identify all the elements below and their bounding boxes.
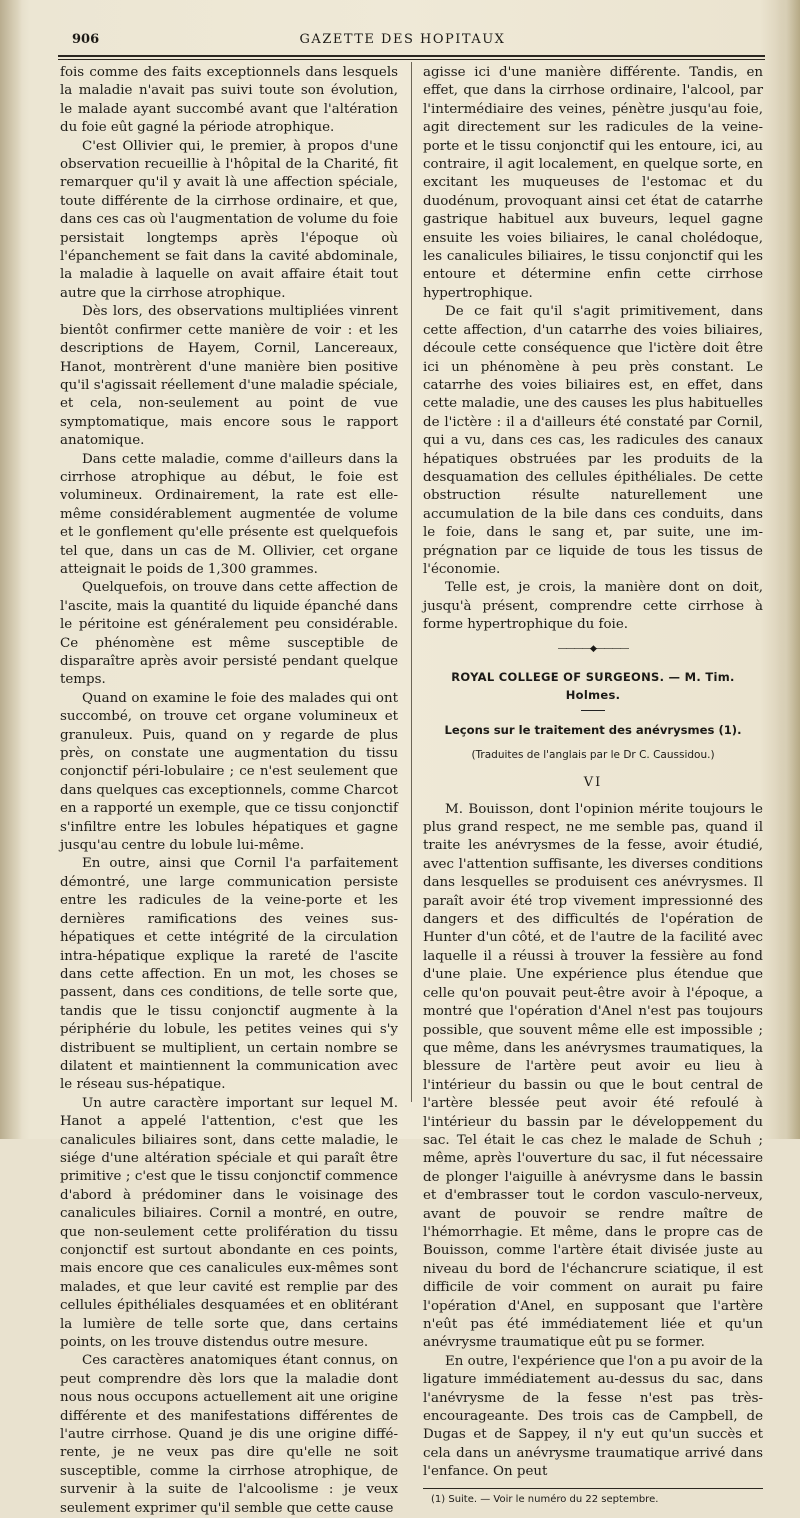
paragraph: Dès lors, des observations multipliées vinrent bientôt confirmer cette manière de voir : et les descriptions de Hayem, Cornil, Lancereaux, Hanot, montrèrent d'une manière bien positive qu'il s'agissait réellement d'une maladie spéciale, et cela, non-seulement au point de vue symptomatique, mais encore sous le rapport anatomique. <box>60 304 398 449</box>
paragraph: M. Bouisson, dont l'opinion mérite toujours le plus grand respect, ne me semble pas, quand il traite les anévrysmes de la fesse, avoir étudié, avec l'attention suffisante, les diverses conditions dans lesquelles se produisent ces anévrysmes. Il paraît avoir été trop vivement impressionné des dangers et des difficultés de l'opération de Hunter d'un côté, et de l'autre de la facilité avec laquelle il a réussi à trouver la fessière au fond d'une plaie. Une expérience plus étendue que celle qu'on pouvait peut-être avoir à l'époque, a montré que l'opération d'Anel n'est pas toujours possible, que souvent même elle est impossible ; que même, dans les anévrysmes traumatiques, la blessure de l'artère peut avoir eu lieu à l'intérieur du bassin ou que le bout central de l'artère blessée peut avoir été refoulé à l'intérieur du bassin par le développement du sac. Tel était le cas chez le malade de Schuh ; même, après l'ouverture du sac, il fut nécessaire de plonger l'aiguille à anévrysme dans le bassin et d'embrasser tout le cordon vasculo-nerveux, avant de pouvoir se rendre maître de l'hémorrhagie. Et même, dans le propre cas de Bouisson, comme l'artère était divisée juste au niveau du bord de l'échancrure sciatique, il est difficile de voir comment on aurait pu faire l'opération d'Anel, en supposant que l'artère n'eût pas été immédiatement liée et qu'un anévrysme traumatique eût pu se former. <box>423 801 763 1351</box>
paragraph: Dans cette maladie, comme d'ailleurs dans la cirrhose atrophique au début, le foie est volumineux. Ordinairement, la rate est elle-même considérablement augmentée de volume et le gonflement qu'elle présente est quelquefois tel que, dans un cas de M. Ollivier, cet organe atteignait le poids de 1,300 grammes. <box>60 451 398 577</box>
translation-note: (Traduites de l'anglais par le Dr C. Caussidou.) <box>471 748 715 761</box>
footnote-rule <box>423 1488 763 1489</box>
column-divider <box>411 62 412 1102</box>
left-column <box>60 64 398 1518</box>
paragraph: fois comme des faits exceptionnels dans lesquels la maladie n'avait pas suivi toute son évolution, le malade ayant succombé avant que l'altération du foie eût gagné la période atrophique. <box>60 65 398 136</box>
paragraph: Ces caractères anatomiques étant connus, on peut comprendre dès lors que la maladie dont nous nous occupons actuellement ait une origine différente et des manifestations différentes de l'autre cirrhose. Quand je dis une origine différente, je ne veux pas dire qu'elle ne soit susceptible, comme la cirrhose atrophique, de survenir à la suite de l'alcoolisme : je veux seulement exprimer qu'il semble que cette cause <box>60 1353 398 1516</box>
section-heading: ROYAL COLLEGE OF SURGEONS. — M. Tim. Holmes. <box>451 669 735 702</box>
page-right-edge-shadow <box>776 0 800 1139</box>
header-rule <box>58 55 765 60</box>
page-header <box>40 30 765 52</box>
paragraph: Quelquefois, on trouve dans cette affection de l'ascite, mais la quantité du liquide épanché dans le péritoine est généralement peu considérable. Ce phénomène est même susceptible de disparaître après avoir persisté pendant quelque temps. <box>60 580 398 688</box>
page-number: 906 <box>72 32 100 47</box>
lecture-title: Leçons sur le traitement des anévrysmes (1). <box>444 723 742 738</box>
ornamental-separator: ――――◆―――― <box>558 643 628 654</box>
page-left-edge-shadow <box>0 0 22 1139</box>
paragraph: En outre, l'expérience que l'on a pu avoir de la ligature immédiatement au-dessus du sac, dans l'anévrysme de la fesse n'est pas très-encourageante. Des trois cas de Campbell, de Dugas et de Sappey, il n'y eut qu'un succès et cela dans un anévrysme traumatique arrivé dans l'enfance. On peut <box>423 1353 763 1480</box>
paragraph: Un autre caractère important sur lequel M. Hanot a appelé l'attention, c'est que les canalicules biliaires sont, dans cette maladie, le siége d'une altération spéciale et qui paraît être primitive ; c'est que le tissu conjonctif commence d'abord à prédominer dans le voisinage des canalicules biliaires. Cornil a montré, en outre, que non-seulement cette prolifération du tissu conjonctif est surtout abondante en ces points, mais encore que ces canalicules eux-mêmes sont malades, et que leur cavité est remplie par des cellules épithéliales desquamées et en oblitérant la lumière de telle sorte que, dans certains points, on les trouve distendus outre mesure. <box>60 1095 398 1351</box>
paragraph: agisse ici d'une manière différente. Tandis, en effet, que dans la cirrhose ordinaire, l'alcool, par l'intermédiaire des veines, pénètre jusqu'au foie, agit directement sur les radicules de la veine-porte et le tissu conjonctif qui les entoure, ici, au contraire, il agit localement, en quelque sorte, en excitant les muqueuses de l'estomac et du duodénum, provoquant ainsi cet état de catarrhe gastrique habituel aux buveurs, lequel gagne ensuite les voies biliaires, le canal cholédoque, les canalicules biliaires, le tissu conjonctif qui les entoure et détermine enfin cette cirrhose hypertrophique. <box>423 65 763 301</box>
paragraph: De ce fait qu'il s'agit primitivement, dans cette affection, d'un catarrhe des voies biliaires, découle cette conséquence que l'ictère doit être ici un phénomène à peu près constant. Le catarrhe des voies biliaires est, en effet, dans cette maladie, une des causes les plus habituelles de l'ictère : il a d'ailleurs été constaté par Cornil, qui a vu, dans ces cas, les radicules des canaux hépatiques obstruées par les produits de la desquamation des cellules épithéliales. De cette obstruction résulte naturellement une accumulation de la bile dans ces conduits, dans le foie, dans le sang et, par suite, une imprégnation par ce liquide de tous les tissus de l'économie. <box>423 304 763 577</box>
paragraph: Quand on examine le foie des malades qui ont succombé, on trouve cet organe volumineux et granuleux. Puis, quand on y regarde de plus près, on constate une augmentation du tissu conjonctif péri-lobulaire ; ce n'est seulement que dans quelques cas exceptionnels, comme Charcot en a rapporté un exemple, que ce tissu conjonctif s'infiltre entre les lobules hépatiques et gagne jusqu'au centre du lobule lui-même. <box>60 690 398 854</box>
footnote: (1) Suite. — Voir le numéro du 22 septembre. <box>431 1493 659 1505</box>
running-title: GAZETTE DES HOPITAUX <box>299 32 506 47</box>
paragraph: En outre, ainsi que Cornil l'a parfaitement démontré, une large communication persiste entre les radicules de la veine-porte et les dernières ramifications des veines sus-hépatiques et cette intégrité de la circulation intra-hépatique explique la rareté de l'ascite dans cette affection. En un mot, les choses se passent, dans ces conditions, de telle sorte que, tandis que le tissu conjonctif augmente à la périphérie du lobule, les petites veines qui s'y distribuent se multiplient, un certain nombre se dilatent et maintiennent la communication avec le réseau sus-hépatique. <box>60 856 398 1093</box>
right-column <box>423 64 763 1506</box>
short-rule <box>581 710 605 711</box>
lecture-number: VI <box>583 775 603 791</box>
paragraph: C'est Ollivier qui, le premier, à propos d'une observation recueillie à l'hôpital de la Charité, fit remarquer qu'il y avait là une affection spéciale, toute différente de la cirrhose ordinaire, et que, dans ces cas où l'augmentation de volume du foie persistait longtemps après l'époque où l'épanchement se fait dans la cavité abdominale, la maladie à laquelle on avait affaire était tout autre que la cirrhose atrophique. <box>60 138 398 301</box>
paragraph: Telle est, je crois, la manière dont on doit, jusqu'à présent, comprendre cette cirrhose à forme hypertrophique du foie. <box>423 580 763 633</box>
